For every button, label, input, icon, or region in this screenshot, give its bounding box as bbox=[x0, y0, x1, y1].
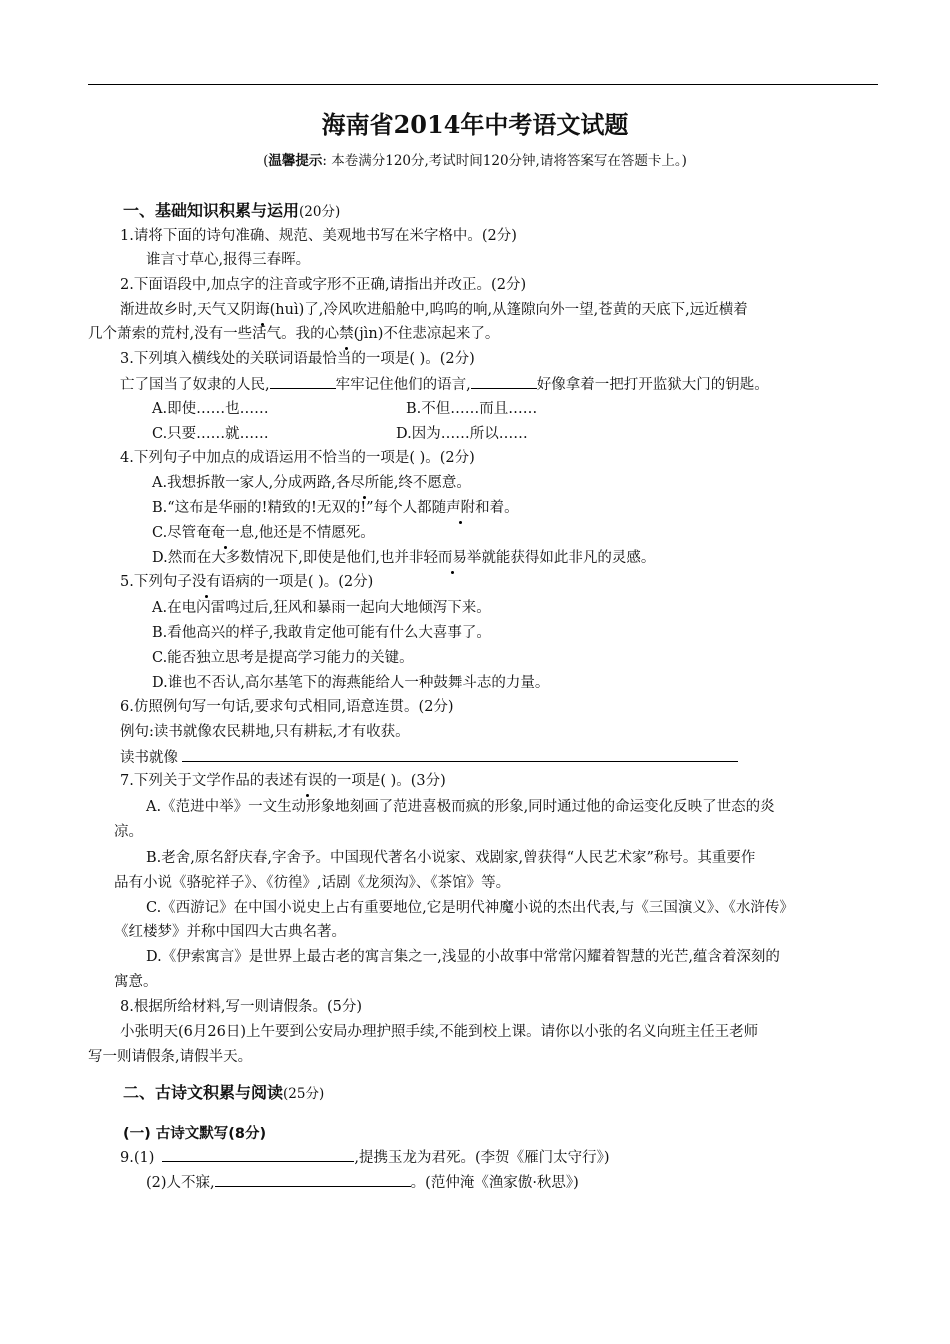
q5-option-c: C.能否独立思考是提高学习能力的关键。 bbox=[152, 650, 414, 666]
q3-option-c: C.只要……就…… bbox=[152, 426, 269, 442]
q3-option-a: A.即使……也…… bbox=[152, 401, 269, 417]
q4-option-a: A.我想拆散一家人,分成两路,各尽所能 ,终不愿意。 bbox=[152, 473, 471, 493]
answer-blank[interactable] bbox=[162, 1147, 354, 1162]
q4-option-d: D.然而在大多数情况下,即使是他们,也并非轻而易举 就能获得如此非凡的灵感。 bbox=[152, 548, 655, 568]
q8-stem: 8.根据所给材料,写一则请假条。(5分) bbox=[120, 999, 362, 1015]
dotted-idiom: 各尽所能 bbox=[336, 473, 394, 493]
q3-option-b: B.不但……而且…… bbox=[406, 401, 538, 417]
q7-option-a-line-1: A.《范进中举》一文生动形象地刻画了范进喜极而疯的形象,同时通过他的命运变化反映了世态的炎 bbox=[146, 799, 775, 815]
section-1-heading: 一、基础知识积累与运用(20分) bbox=[123, 201, 341, 220]
tip-label: 温馨提示 bbox=[268, 153, 323, 169]
tip-text: : 本卷满分120分,考试时间120分钟,请将答案写在答题卡上。 bbox=[322, 153, 682, 169]
q6-answer-line: 读书就像 bbox=[120, 747, 738, 768]
dotted-char: 禁 bbox=[339, 324, 354, 344]
q7-option-b-line-2: 品有小说《骆驼祥子》、《彷徨》,话剧《龙须沟》、《茶馆》等。 bbox=[114, 875, 511, 891]
q5-option-a: A.在电闪雷鸣过后,狂风和暴雨一起向大地倾泻下来。 bbox=[152, 600, 491, 616]
dotted-idiom: 随声附和 bbox=[432, 498, 490, 518]
q5-stem: 5.下列句子没有 语病的一项是( )。(2分) bbox=[120, 572, 373, 592]
q2-passage-line-1: 渐进故乡时,天气又阴诲 (huì)了,冷风吹进船舱中,呜呜的响,从篷隙向外一望,苍黄的天底下,远近横着 bbox=[120, 300, 748, 320]
answer-blank[interactable] bbox=[215, 1172, 411, 1187]
q4-option-b: B.“这布是华丽的!精致的!无双的!”每个人都随声附和 着。 bbox=[152, 498, 519, 518]
q7-option-d-line-2: 寓意。 bbox=[114, 974, 158, 990]
q1-stem: 1.请将下面的诗句准确、规范、美观地书写在米字格中。(2分) bbox=[120, 228, 517, 244]
q7-option-d-line-1: D.《伊索寓言》是世界上最古老的寓言集之一,浅显的小故事中常常闪耀着智慧的光芒,蕴含着深刻的 bbox=[146, 949, 780, 965]
q8-material-line-2: 写一则请假条,请假半天。 bbox=[88, 1049, 253, 1065]
page-title: 海南省2014年中考语文试题 bbox=[321, 110, 629, 139]
section-2-heading: 二、古诗文积累与阅读(25分) bbox=[123, 1083, 325, 1102]
dotted-word: 没有 bbox=[192, 572, 221, 592]
q7-option-a-line-2: 凉。 bbox=[114, 824, 143, 840]
q7-option-b-line-1: B.老舍,原名舒庆春,字舍予。中国现代著名小说家、戏剧家,曾获得“人民艺术家”称号。其重要作 bbox=[146, 850, 756, 866]
tip-line: (温馨提示: 本卷满分120分,考试时间120分钟,请将答案写在答题卡上。) bbox=[263, 153, 687, 169]
q4-stem: 4.下列句子中加点的成语运用不恰当的一项是( )。(2分) bbox=[120, 450, 475, 466]
q5-option-d: D.谁也不否认,高尔基笔下的海燕能给人一种鼓舞斗志的力量。 bbox=[152, 675, 550, 691]
q2-passage-line-2: 几个萧索的荒村,没有一些活气。我的心禁 (jìn)不住悲凉起来了。 bbox=[88, 324, 499, 344]
dotted-char: 诲 bbox=[255, 300, 270, 320]
q9-line-2: (2)人不寐, 。(范仲淹《渔家傲·秋思》) bbox=[146, 1172, 579, 1193]
q9-line-1: 9.(1) ,提携玉龙为君死。(李贺《雁门太守行》) bbox=[120, 1147, 610, 1168]
dotted-idiom: 奄奄一息 bbox=[196, 523, 254, 543]
q3-stem: 3.下列填入横线处的关联词语最恰当的一项是( )。(2分) bbox=[120, 351, 475, 367]
q6-stem: 6.仿照例句写一句话,要求句式相同,语意连贯。(2分) bbox=[120, 699, 454, 715]
answer-blank[interactable] bbox=[471, 374, 537, 389]
q4-option-c: C.尽管奄奄一息 ,他还是不情愿死。 bbox=[152, 523, 375, 543]
q3-option-d: D.因为……所以…… bbox=[396, 426, 528, 442]
q7-option-c-line-2: 《红楼梦》并称中国四大古典名著。 bbox=[114, 924, 346, 940]
answer-blank[interactable] bbox=[182, 747, 738, 762]
q1-poem: 谁言寸草心,报得三春晖。 bbox=[146, 252, 311, 268]
dotted-idiom: 轻而易举 bbox=[423, 548, 481, 568]
answer-blank[interactable] bbox=[270, 374, 336, 389]
q3-sentence: 亡了国当了奴隶的人民, 牢牢记住他们的语言, 好像拿着一把打开监狱大门的钥匙。 bbox=[120, 374, 769, 395]
q8-material-line-1: 小张明天(6月26日)上午要到公安局办理护照手续,不能到校上课。请你以小张的名义向班主任王老师 bbox=[120, 1024, 759, 1040]
q2-emphasis: 不正确 bbox=[341, 277, 385, 293]
q7-option-c-line-1: C.《西游记》在中国小说史上占有重要地位,它是明代神魔小说的杰出代表,与《三国演义》、《水浒传》 bbox=[146, 900, 794, 916]
q6-example: 例句:读书就像农民耕地,只有耕耘,才有收获。 bbox=[120, 724, 410, 740]
q7-stem: 7.下列关于文学作品的表述有误 的一项是( )。(3分) bbox=[120, 771, 446, 791]
header-rule bbox=[88, 84, 878, 85]
subsection-1-heading: (一) 古诗文默写(8分) bbox=[123, 1126, 267, 1142]
dotted-word: 有误 bbox=[293, 771, 322, 791]
q5-option-b: B.看他高兴的样子,我敢肯定他可能有什么大喜事了。 bbox=[152, 625, 491, 641]
q2-stem: 2.下面语段中,加点字的注音或字形不正确,请指出并改正。(2分) bbox=[120, 277, 527, 293]
